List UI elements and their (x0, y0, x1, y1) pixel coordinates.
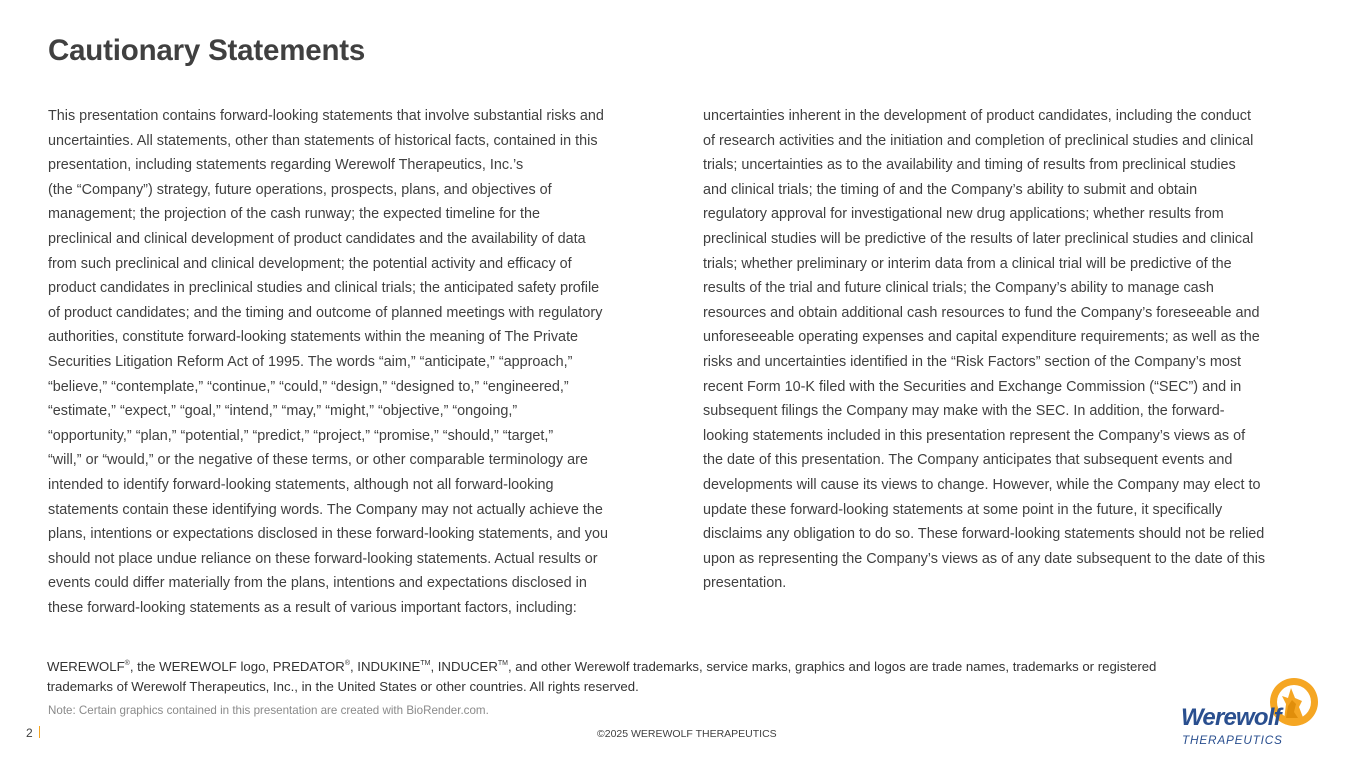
body-text-right-column (703, 104, 1265, 596)
right-column-line-5: regulatory approval for investigational new drug applications; whether results from (703, 206, 1224, 223)
left-column-line-14: “opportunity,” “plan,” “potential,” “predict,” “project,” “promise,” “should,” “target,” (48, 427, 554, 444)
right-column-line-8: results of the trial and future clinical trials; the Company’s ability to manage cash (703, 280, 1214, 297)
right-column-line-4: and clinical trials; the timing of and the Company’s ability to submit and obtain (703, 181, 1198, 198)
trademark-line-1: WEREWOLF®, the WEREWOLF logo, PREDATOR®, INDUKINE™, INDUCER™, and other Werewolf trademarks, service marks, graphics and logos are trade names, trademarks or registered (47, 659, 1157, 674)
right-column-line-11: risks and uncertainties identified in the “Risk Factors” section of the Company’s most (703, 353, 1242, 370)
left-column-line-16: intended to identify forward-looking statements, although not all forward-looking (48, 476, 554, 493)
copyright-notice: ©2025 WEREWOLF THERAPEUTICS (597, 728, 777, 740)
right-column-line-10: unforeseeable operating expenses and capital expenditure requirements; as well as the (703, 329, 1260, 346)
left-column-line-18: plans, intentions or expectations disclosed in these forward-looking statements, and you (48, 526, 608, 543)
left-column-line-7: from such preclinical and clinical development; the potential activity and efficacy of (48, 255, 572, 272)
left-column-line-9: of product candidates; and the timing and outcome of planned meetings with regulatory (48, 304, 603, 321)
trademark-notice (47, 657, 1156, 697)
right-column-line-7: trials; whether preliminary or interim data from a clinical trial will be predictive of the (703, 255, 1232, 272)
right-column-line-20: presentation. (703, 575, 787, 592)
right-column-line-9: resources and obtain additional cash resources to fund the Company’s foreseeable and (703, 304, 1260, 321)
left-column-line-5: management; the projection of the cash runway; the expected timeline for the (48, 206, 540, 223)
logo-subtitle: THERAPEUTICS (1182, 733, 1283, 747)
left-column-line-21: these forward-looking statements as a result of various important factors, including: (48, 599, 577, 616)
right-column-line-16: developments will cause its views to change. However, while the Company may elect to (703, 476, 1261, 493)
page-number-divider (39, 726, 40, 738)
left-column-line-13: “estimate,” “expect,” “goal,” “intend,” “may,” “might,” “objective,” “ongoing,” (48, 403, 518, 420)
right-column-line-14: looking statements included in this presentation represent the Company’s views as of (703, 427, 1246, 444)
left-column-line-2: uncertainties. All statements, other than statements of historical facts, contained in this (48, 132, 598, 149)
left-column-line-3: presentation, including statements regarding Werewolf Therapeutics, Inc.’s (48, 157, 524, 174)
left-column-line-1: This presentation contains forward-looking statements that involve substantial risks and (48, 108, 604, 124)
left-column-line-12: “believe,” “contemplate,” “continue,” “could,” “design,” “designed to,” “engineered,” (48, 378, 569, 395)
logo-wordmark: Werewolf (1181, 704, 1281, 731)
page-number: 2 (26, 726, 33, 740)
right-column-line-13: subsequent filings the Company may make with the SEC. In addition, the forward- (703, 403, 1225, 420)
werewolf-logo (1180, 674, 1325, 750)
left-column-line-4: (the “Company”) strategy, future operations, prospects, plans, and objectives of (48, 181, 552, 198)
left-column-line-6: preclinical and clinical development of product candidates and the availability of data (48, 230, 586, 247)
right-column-line-2: of research activities and the initiation and completion of preclinical studies and clinical (703, 132, 1254, 149)
biorender-note: Note: Certain graphics contained in this presentation are created with BioRender.com. (48, 704, 489, 717)
left-column-line-15: “will,” or “would,” or the negative of these terms, or other comparable terminology are (48, 452, 588, 469)
left-column-line-17: statements contain these identifying words. The Company may not actually achieve the (48, 501, 603, 518)
body-text-left-column (48, 104, 608, 620)
right-column-line-3: trials; uncertainties as to the availability and timing of results from preclinical studies (703, 157, 1236, 174)
left-column-line-19: should not place undue reliance on these forward-looking statements. Actual results or (48, 550, 598, 567)
right-column-line-18: disclaims any obligation to do so. These forward-looking statements should not be relied (703, 526, 1265, 543)
left-column-line-20: events could differ materially from the plans, intentions and expectations disclosed in (48, 575, 587, 592)
left-column-line-10: authorities, constitute forward-looking statements within the meaning of The Private (48, 329, 579, 346)
right-column-line-19: upon as representing the Company’s views as of any date subsequent to the date of this (703, 550, 1266, 567)
page-title: Cautionary Statements (48, 34, 366, 67)
trademark-line-2: trademarks of Werewolf Therapeutics, Inc., in the United States or other countries. All rights reserved. (47, 679, 639, 694)
left-column-line-11: Securities Litigation Reform Act of 1995. The words “aim,” “anticipate,” “approach,” (48, 353, 573, 370)
right-column-line-6: preclinical studies will be predictive of the results of later preclinical studies and clinical (703, 230, 1254, 247)
left-column-line-8: product candidates in preclinical studies and clinical trials; the anticipated safety profile (48, 280, 600, 297)
right-column-line-12: recent Form 10-K filed with the Securities and Exchange Commission (“SEC”) and in (703, 378, 1242, 395)
right-column-line-15: the date of this presentation. The Company anticipates that subsequent events and (703, 452, 1233, 469)
right-column-line-1: uncertainties inherent in the development of product candidates, including the conduct (703, 108, 1252, 124)
right-column-line-17: update these forward-looking statements at some point in the future, it specifically (703, 501, 1223, 518)
